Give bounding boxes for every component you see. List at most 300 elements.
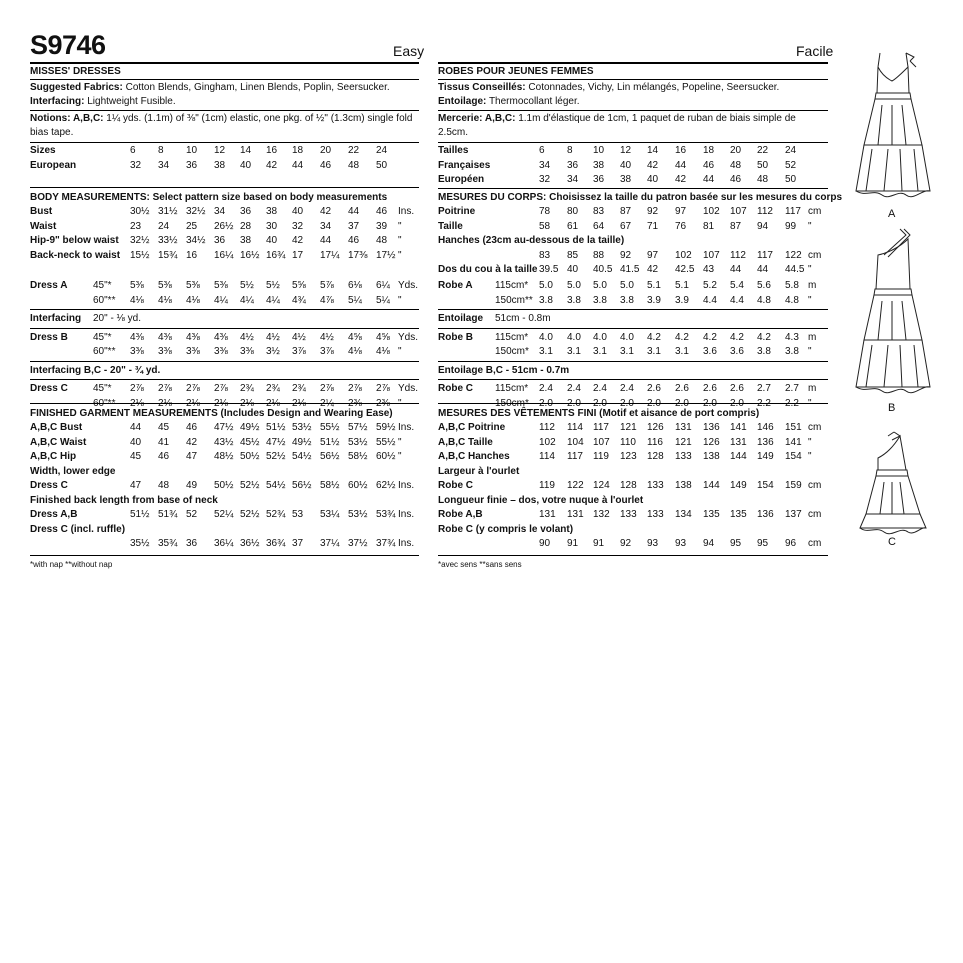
table-cell: 4.4	[703, 294, 717, 306]
table-cell: 40	[240, 159, 252, 171]
table-cell: 53½	[348, 509, 368, 520]
row-label: Width, lower edge	[30, 465, 116, 477]
table-cell: 4.2	[647, 331, 661, 343]
row-label: Robe A	[438, 280, 473, 291]
row-label: Hip-9" below waist	[30, 235, 119, 246]
table-cell: 93	[675, 538, 687, 549]
table-cell: 30½	[130, 206, 150, 217]
fr-body-table	[438, 205, 828, 278]
table-row	[30, 494, 419, 509]
table-cell: 3.9	[675, 294, 689, 306]
table-cell: 57½	[348, 422, 368, 433]
table-row	[30, 220, 419, 235]
table-cell: 4.0	[539, 331, 553, 343]
table-cell: 4⅜	[158, 331, 172, 343]
table-cell: cm	[808, 422, 822, 433]
table-cell: 141	[785, 436, 802, 448]
table-row	[438, 331, 828, 346]
table-cell: 149	[757, 451, 774, 462]
table-row	[30, 508, 419, 523]
table-cell: 110	[620, 436, 636, 448]
row-label: Dress C	[30, 480, 68, 491]
table-cell: 3.9	[647, 294, 661, 306]
table-cell: 4⅝	[376, 331, 390, 343]
table-cell: 117	[593, 422, 609, 433]
table-cell: 107	[730, 206, 747, 217]
table-row	[30, 421, 419, 436]
table-cell: 23	[130, 220, 142, 232]
table-cell: 49½	[240, 422, 260, 433]
fr-finished-table	[438, 421, 828, 552]
table-cell: 4½	[240, 331, 254, 343]
table-cell: 3.6	[730, 346, 744, 357]
table-cell: 43½	[214, 436, 234, 448]
table-row	[30, 523, 419, 538]
table-cell: 38	[214, 159, 226, 171]
table-cell: 136	[703, 422, 720, 433]
table-cell: 2.0	[567, 397, 581, 409]
table-cell: 2¾	[266, 383, 280, 394]
table-cell: 50½	[240, 451, 260, 462]
row-label: A,B,C Bust	[30, 422, 83, 433]
row-label: Dress B	[30, 331, 68, 343]
table-cell: 121	[620, 422, 637, 433]
table-cell: 24	[158, 220, 170, 232]
table-cell: 40	[647, 174, 659, 185]
table-cell: 38	[620, 174, 632, 185]
table-cell: 3.8	[593, 294, 607, 306]
table-cell: 115cm*	[495, 331, 529, 343]
table-cell: Yds.	[398, 383, 419, 394]
table-row	[438, 205, 828, 220]
table-cell: 133	[647, 509, 664, 520]
row-label: Finished back length from base of neck	[30, 494, 218, 506]
table-cell: 44	[703, 174, 715, 185]
rule	[438, 142, 828, 143]
table-cell: "	[398, 397, 402, 409]
table-cell: 36	[186, 159, 198, 171]
row-label: Robe C (y compris le volant)	[438, 523, 574, 535]
table-row	[438, 364, 828, 379]
table-cell: 4¼	[214, 294, 228, 306]
table-cell: m	[808, 383, 817, 394]
table-cell: 55½	[376, 436, 396, 448]
table-cell: 131	[567, 509, 584, 520]
table-cell: 115cm*	[495, 280, 529, 291]
rule	[438, 555, 828, 556]
table-cell: 45"*	[93, 383, 112, 394]
table-cell: 116	[647, 436, 663, 448]
table-cell: 64	[593, 220, 605, 232]
table-cell: cm	[808, 480, 822, 491]
row-label: A,B,C Poitrine	[438, 422, 506, 433]
row-label: A,B,C Hanches	[438, 451, 510, 462]
table-cell: 95	[757, 538, 769, 549]
table-cell: 44	[348, 206, 360, 217]
table-cell: 36½	[240, 538, 260, 549]
table-cell: 60"**	[93, 397, 116, 409]
table-row	[30, 345, 419, 360]
table-cell: 2.4	[539, 383, 553, 394]
table-cell: 4.0	[620, 331, 634, 343]
table-cell: 4⅛	[376, 346, 390, 357]
table-cell: 39	[376, 220, 388, 232]
table-cell: 5.0	[539, 280, 553, 291]
table-cell: 107	[593, 436, 610, 448]
fabrics-text: Cotonnades, Vichy, Lin mélangés, Popeline, Seersucker.	[525, 82, 780, 93]
rule	[30, 142, 419, 143]
table-cell: 4⅛	[186, 294, 200, 306]
table-cell: Ins.	[398, 206, 415, 217]
table-cell: 5.8	[785, 280, 799, 291]
table-cell: 54½	[292, 451, 312, 462]
table-cell: 14	[240, 145, 252, 156]
table-cell: 2⅞	[348, 383, 362, 394]
table-cell: 34	[158, 159, 170, 171]
table-cell: 4.2	[703, 331, 717, 343]
table-cell: 144	[730, 451, 747, 462]
notions-label: Mercerie: A,B,C:	[438, 113, 516, 124]
table-cell: 3.1	[620, 346, 634, 357]
row-label: Largeur à l'ourlet	[438, 465, 520, 477]
table-cell: 47	[186, 451, 198, 462]
table-row	[438, 436, 828, 451]
table-cell: 24	[785, 145, 797, 156]
table-cell: 36	[567, 159, 579, 171]
table-cell: 18	[292, 145, 304, 156]
table-cell: 4.4	[730, 294, 744, 306]
table-row	[438, 294, 828, 309]
row-label: Interfacing B,C - 20" - ¾ yd.	[30, 364, 161, 376]
table-cell: 92	[620, 249, 632, 261]
table-cell: cm	[808, 509, 822, 520]
table-cell: 52¾	[266, 509, 286, 520]
table-cell: 6	[130, 145, 136, 156]
table-cell: 40	[567, 264, 579, 275]
rule	[438, 110, 828, 111]
table-cell: 104	[567, 436, 584, 448]
table-cell: 36	[240, 206, 252, 217]
table-cell: 5.6	[757, 280, 771, 291]
table-cell: 37½	[348, 538, 368, 549]
table-cell: 53	[292, 509, 304, 520]
table-cell: m	[808, 331, 817, 343]
table-cell: 20	[730, 145, 742, 156]
table-cell: 3⅜	[130, 346, 144, 357]
table-cell: 5¼	[348, 294, 362, 306]
table-cell: 34½	[186, 235, 206, 246]
table-cell: 22	[757, 145, 769, 156]
table-cell: 2.2	[785, 397, 799, 409]
table-cell: 132	[593, 509, 610, 520]
table-cell: 12	[620, 145, 632, 156]
fr-body-title: MESURES DU CORPS: Choisissez la taille du patron basée sur les mesures du corps	[438, 192, 843, 203]
fabrics-label: Tissus Conseillés:	[438, 82, 526, 93]
row-divider	[30, 309, 419, 310]
notions-text: 1¼ yds. (1.1m) of ⅜" (1cm) elastic, one pkg. of ½" (1.3cm) single fold bias tape.	[30, 113, 413, 138]
table-cell: 50½	[214, 480, 234, 491]
table-cell: 2.0	[730, 397, 744, 409]
table-cell: 2.2	[757, 397, 771, 409]
rule	[438, 188, 828, 189]
fabrics-label: Suggested Fabrics:	[30, 82, 123, 93]
table-cell: 5.1	[647, 280, 661, 291]
table-cell: 47½	[266, 436, 286, 448]
en-notions	[30, 112, 419, 140]
table-cell: 4½	[292, 331, 306, 343]
table-cell: 4.8	[757, 294, 771, 306]
table-cell: 4.0	[567, 331, 581, 343]
rule	[30, 79, 419, 80]
table-cell: 37¾	[376, 538, 396, 549]
row-divider	[438, 379, 828, 380]
en-sizes-table	[30, 144, 419, 173]
table-cell: 4⅛	[158, 294, 172, 306]
table-cell: 16¾	[266, 249, 286, 261]
table-cell: 22	[348, 145, 360, 156]
table-cell: 2⅛	[240, 397, 254, 409]
table-cell: 88	[593, 249, 605, 261]
table-cell: 2⅛	[158, 397, 172, 409]
interfacing-text: Thermocollant léger.	[486, 96, 580, 107]
table-cell: 138	[703, 451, 720, 462]
table-cell: 47½	[214, 422, 234, 433]
table-cell: 48	[348, 159, 360, 171]
table-cell: 38	[593, 159, 605, 171]
table-cell: 3⅜	[158, 346, 172, 357]
table-cell: 3.1	[567, 346, 581, 357]
table-row	[438, 220, 828, 235]
table-cell: 26½	[214, 220, 234, 232]
table-cell: 91	[593, 538, 605, 549]
table-cell: 34	[567, 174, 579, 185]
table-cell: 5⅜	[214, 280, 228, 291]
table-cell: 16¼	[214, 249, 234, 261]
row-label: A,B,C Hip	[30, 451, 77, 462]
table-cell: 38	[240, 235, 252, 246]
interfacing-text: Lightweight Fusible.	[84, 96, 176, 107]
table-row	[30, 234, 419, 249]
table-cell: 3⅞	[292, 346, 306, 357]
table-cell: 2⅜	[376, 397, 390, 409]
table-cell: 36	[186, 538, 198, 549]
table-cell: "	[398, 451, 402, 462]
table-cell: "	[398, 346, 402, 357]
table-cell: 44	[130, 422, 142, 433]
table-cell: 67	[620, 220, 632, 232]
table-cell: 48	[376, 235, 388, 246]
table-cell: 45	[158, 422, 170, 433]
table-cell: 16	[266, 145, 278, 156]
row-label: A,B,C Waist	[30, 436, 87, 448]
table-row	[438, 263, 828, 278]
row-label: Dress A,B	[30, 509, 78, 520]
row-divider	[438, 309, 828, 310]
table-cell: 50	[757, 159, 769, 171]
table-cell: 49½	[292, 436, 312, 448]
table-cell: 42	[647, 264, 659, 275]
table-row	[438, 382, 828, 397]
table-row	[438, 494, 828, 509]
table-cell: 2⅞	[214, 383, 228, 394]
rule	[30, 62, 419, 64]
table-cell: 5.1	[675, 280, 689, 291]
table-row	[30, 249, 419, 264]
table-cell: 141	[730, 422, 747, 433]
en-finished-table	[30, 421, 419, 552]
table-cell: 36	[214, 235, 226, 246]
table-cell: 85	[567, 249, 579, 261]
table-cell: 78	[539, 206, 551, 217]
table-cell: 94	[703, 538, 715, 549]
table-cell: 39.5	[539, 264, 559, 275]
table-cell: 138	[675, 480, 692, 491]
table-cell: 53¾	[376, 509, 396, 520]
en-body-table	[30, 205, 419, 263]
difficulty-fr: Facile	[796, 43, 834, 59]
table-cell: 53¼	[320, 509, 340, 520]
table-cell: 40	[130, 436, 142, 448]
table-cell: 4¾	[292, 294, 306, 306]
table-row	[438, 345, 828, 360]
table-cell: 60"**	[93, 294, 116, 306]
table-cell: 4.8	[785, 294, 799, 306]
table-cell: "	[808, 397, 812, 409]
table-cell: 3.1	[593, 346, 607, 357]
fr-finished-title: MESURES DES VÊTEMENTS FINI (Motif et aisance de port compris)	[438, 408, 760, 419]
table-row	[438, 279, 828, 294]
table-cell: 42	[186, 436, 198, 448]
row-label: Robe A,B	[438, 509, 483, 520]
table-cell: 40	[620, 159, 632, 171]
table-cell: 5⅝	[292, 280, 306, 291]
table-cell: 6¼	[376, 280, 390, 291]
table-cell: 128	[620, 480, 637, 491]
table-cell: 134	[675, 509, 692, 520]
table-cell: 92	[620, 538, 632, 549]
table-row	[30, 279, 419, 294]
table-cell: 2.0	[675, 397, 689, 409]
table-cell: 3⅜	[214, 346, 228, 357]
table-cell: 60"**	[93, 346, 116, 357]
table-cell: 2.7	[785, 383, 799, 394]
table-row	[438, 523, 828, 538]
table-cell: 92	[647, 206, 659, 217]
difficulty-en: Easy	[393, 43, 425, 59]
table-cell: 4⅜	[130, 331, 144, 343]
table-cell: 56½	[320, 451, 340, 462]
table-cell: 4.2	[757, 331, 771, 343]
row-label: Dos du cou à la taille	[438, 264, 538, 275]
table-cell: Ins.	[398, 480, 415, 491]
table-cell: 115cm*	[495, 383, 529, 394]
fr-title: ROBES POUR JEUNES FEMMES	[438, 66, 594, 77]
table-cell: 5.0	[620, 280, 634, 291]
table-cell: 51¾	[158, 509, 178, 520]
table-cell: 51½	[130, 509, 150, 520]
table-cell: 44	[730, 264, 742, 275]
table-cell: 44	[292, 159, 304, 171]
row-label: Entoilage B,C - 51cm - 0.7m	[438, 364, 570, 376]
table-cell: 48	[730, 159, 742, 171]
fr-footnote: *avec sens **sans sens	[438, 560, 522, 569]
table-cell: 34	[214, 206, 226, 217]
table-cell: 5⅞	[320, 280, 334, 291]
table-cell: cm	[808, 538, 822, 549]
table-row	[30, 331, 419, 346]
table-cell: 40	[266, 235, 278, 246]
view-label-c: C	[888, 536, 896, 548]
table-cell: 126	[703, 436, 720, 448]
table-cell: 10	[186, 145, 198, 156]
table-cell: 43	[703, 264, 715, 275]
row-label: Waist	[30, 220, 57, 232]
table-cell: "	[398, 249, 402, 261]
table-cell: "	[808, 436, 812, 448]
table-cell: 42	[292, 235, 304, 246]
rule	[30, 187, 419, 188]
view-label-b: B	[888, 402, 896, 414]
table-cell: 117	[757, 249, 773, 261]
table-cell: 28	[240, 220, 252, 232]
table-cell: 2⅞	[186, 383, 200, 394]
table-cell: 150cm*	[495, 346, 529, 357]
en-title: MISSES' DRESSES	[30, 66, 121, 77]
table-cell: 46	[376, 206, 388, 217]
table-cell: 12	[214, 145, 226, 156]
row-label: Poitrine	[438, 206, 476, 217]
row-label: Sizes	[30, 145, 56, 156]
table-cell: 42	[675, 174, 687, 185]
table-cell: Yds.	[398, 331, 419, 343]
table-cell: "	[398, 220, 402, 232]
table-row	[30, 159, 419, 174]
table-cell: 3.1	[539, 346, 553, 357]
table-cell: 34	[320, 220, 332, 232]
table-cell: 159	[785, 480, 802, 491]
table-cell: 112	[539, 422, 555, 433]
table-row	[30, 205, 419, 220]
table-cell: 93	[647, 538, 659, 549]
table-cell: 151	[785, 422, 802, 433]
table-cell: 16	[186, 249, 198, 261]
table-cell: 76	[675, 220, 687, 232]
table-cell: 154	[757, 480, 774, 491]
table-cell: 46	[158, 451, 170, 462]
table-cell: 62½	[376, 480, 396, 491]
table-cell: 2⅞	[320, 383, 334, 394]
table-cell: 2⅛	[214, 397, 228, 409]
row-label: Back-neck to waist	[30, 249, 121, 261]
table-cell: 3.1	[647, 346, 661, 357]
table-cell: 71	[647, 220, 659, 232]
table-cell: cm	[808, 249, 822, 261]
table-cell: 135	[730, 509, 747, 520]
table-cell: 119	[539, 480, 555, 491]
table-row	[438, 173, 828, 188]
view-label-a: A	[888, 208, 896, 220]
table-cell: 42.5	[675, 264, 695, 275]
table-cell: 16½	[240, 249, 260, 261]
table-cell: 51½	[320, 436, 340, 448]
table-row	[30, 537, 419, 552]
table-row	[438, 450, 828, 465]
table-cell: 45"*	[93, 331, 112, 343]
table-cell: 2.6	[730, 383, 744, 394]
row-label: Robe C	[438, 383, 473, 394]
table-cell: 97	[675, 206, 687, 217]
table-cell: 41.5	[620, 264, 640, 275]
